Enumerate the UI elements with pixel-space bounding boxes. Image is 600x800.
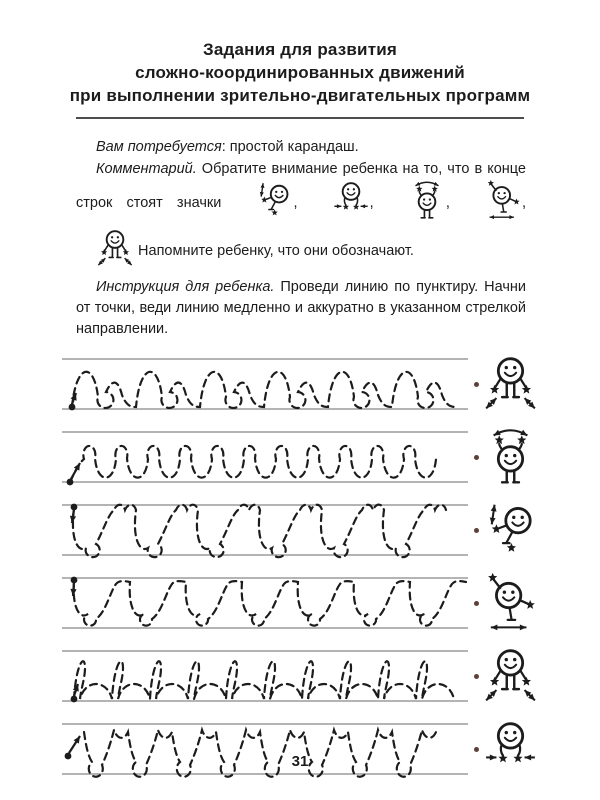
tracing-pattern-cursive-y xyxy=(60,718,470,780)
tracing-row xyxy=(60,426,600,488)
tracing-pattern-cursive-h xyxy=(60,645,470,707)
end-dot xyxy=(474,674,479,679)
row-end-marker xyxy=(474,500,537,560)
end-dot xyxy=(474,601,479,606)
figure-arms-down-arrows-out-icon xyxy=(484,646,537,706)
end-dot xyxy=(474,382,479,387)
figure-hands-inward-icon xyxy=(484,719,537,779)
figure-tilted-arrow-up-icon xyxy=(236,180,292,228)
page-header xyxy=(0,0,600,119)
tracing-pattern-loop-garland xyxy=(60,426,470,488)
end-dot xyxy=(474,528,479,533)
tracing-pattern-slant-loops xyxy=(60,499,470,561)
figure-tilted-arrow-up-icon xyxy=(484,500,537,560)
icon-separator: , xyxy=(445,195,464,211)
row-end-marker xyxy=(474,719,537,779)
figure-hands-inward-icon xyxy=(313,180,369,228)
tracing-row xyxy=(60,718,600,780)
page-number: 31 xyxy=(291,753,309,770)
comment-label: Комментарий. xyxy=(96,161,197,177)
row-end-marker xyxy=(474,646,537,706)
tracing-pattern-wave-loops xyxy=(60,572,470,634)
intro-text-block xyxy=(0,119,600,340)
figure-tilted-arrow-up-icon xyxy=(256,180,292,221)
end-dot xyxy=(474,455,479,460)
instruction-paragraph xyxy=(76,277,526,340)
figure-hands-inward-icon xyxy=(333,180,369,221)
figure-one-arm-up-icon xyxy=(465,180,521,228)
comment-paragraph xyxy=(76,159,526,276)
page-title-line-2: сложно-координированных движений xyxy=(135,63,465,82)
row-end-marker xyxy=(474,354,537,414)
tracing-row xyxy=(60,645,600,707)
figure-arms-down-arrows-out-icon xyxy=(484,354,537,414)
instruction-label: Инструкция для ребенка. xyxy=(96,279,275,295)
end-dot xyxy=(474,747,479,752)
figure-hands-over-head-icon xyxy=(409,180,445,221)
icon-separator: , xyxy=(369,195,388,211)
icon-separator: , xyxy=(293,195,312,211)
comment-text: Обратите внимание ребенка на то, что в конце строк стоят значки xyxy=(76,161,526,211)
materials-paragraph xyxy=(76,137,526,158)
row-end-marker xyxy=(474,427,537,487)
tracing-row xyxy=(60,572,600,634)
tracing-rows xyxy=(0,341,600,780)
page-title-line-1: Задания для развития xyxy=(202,40,398,59)
figure-one-arm-up-icon xyxy=(485,180,521,221)
tracing-row xyxy=(60,353,600,415)
icon-separator: , xyxy=(521,195,527,211)
tracing-pattern-arch-loop xyxy=(60,353,470,415)
figure-arms-down-arrows-out-icon xyxy=(97,228,133,269)
figure-hands-over-head-icon xyxy=(484,427,537,487)
tracing-row xyxy=(60,499,600,561)
comment-text-after-icons: Напомните ребенку, что они обозначают. xyxy=(134,243,414,259)
figure-one-arm-up-icon xyxy=(484,573,537,633)
materials-label: Вам потребуется xyxy=(96,139,222,155)
materials-text: : простой карандаш. xyxy=(221,139,359,155)
figure-hands-over-head-icon xyxy=(389,180,445,228)
instruction-text: Проведи линию по пунктиру. Начни от точки, веди линию медленно и аккуратно в указанном стрелкой направлении. xyxy=(76,279,527,337)
row-end-marker xyxy=(474,573,537,633)
page-title-line-3: при выполнении зрительно-двигательных программ xyxy=(69,86,531,105)
figure-arms-down-arrows-out-icon xyxy=(77,228,133,276)
